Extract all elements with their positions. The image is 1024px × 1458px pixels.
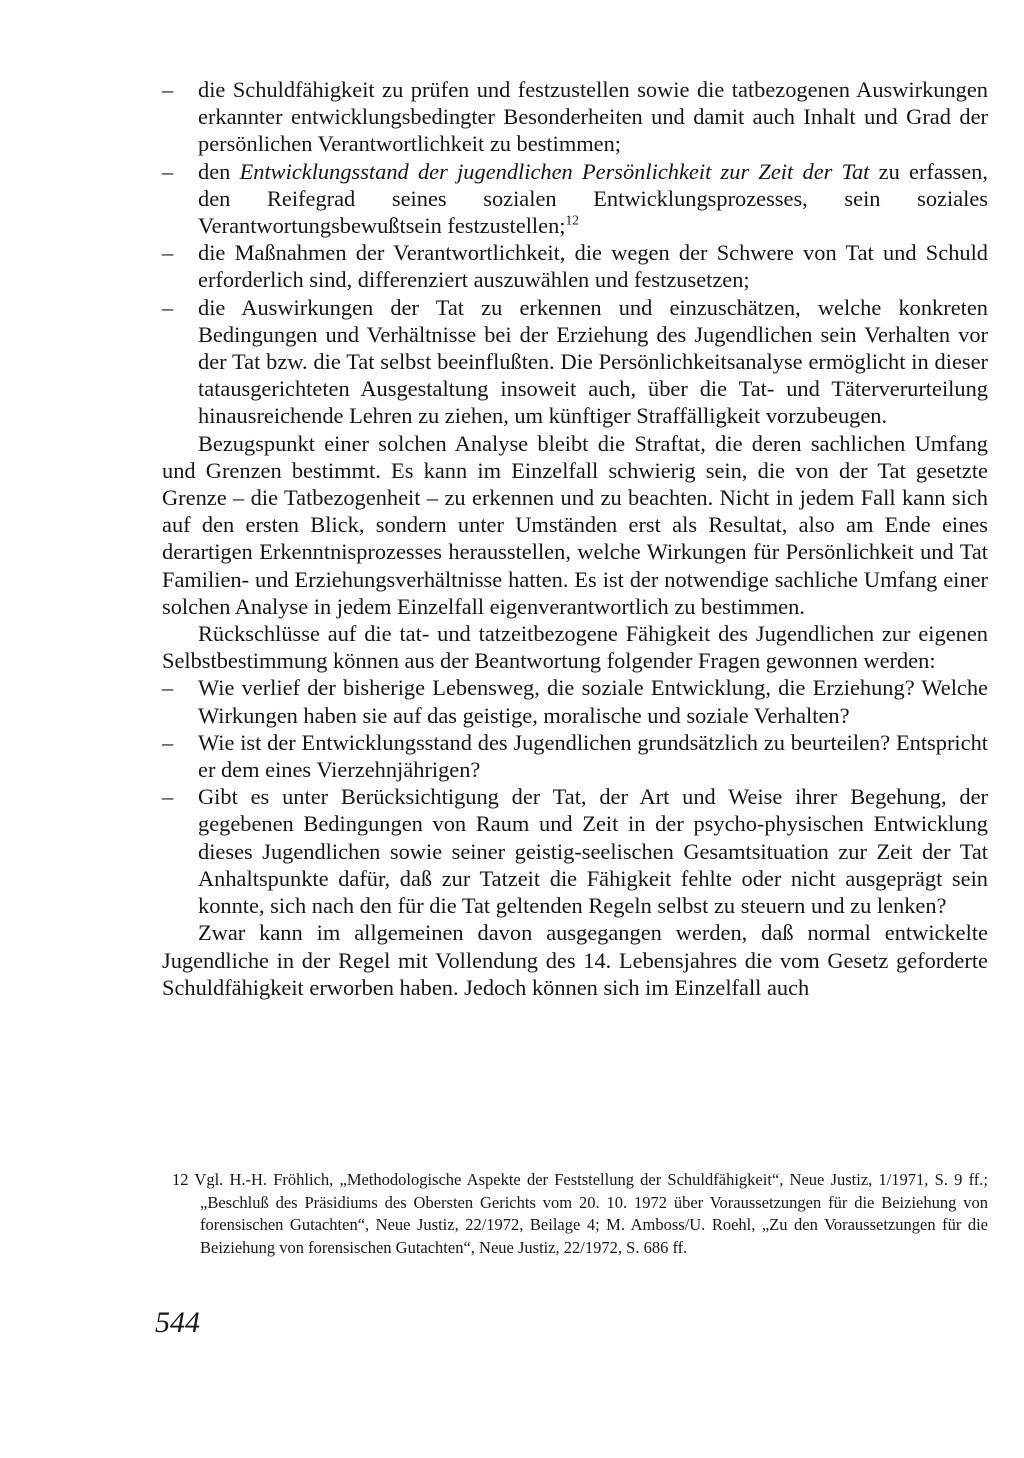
- footnote-12: 12 Vgl. H.-H. Fröhlich, „Methodologische Aspekte der Feststellung der Schuldfähigkeit“, Neue Justiz, 1/1971, S. 9 ff.; „Beschluß des Präsidiums des Obersten Gerichts vom 20. 10. 1972 über Voraussetzungen für die Beiziehung von forensischen Gutachten“, Neue Justiz, 22/1972, Beilage 4; M. Amboss/U. Roehl, „Zu den Voraussetzungen für die Beiziehung von forensischen Gutachten“, Neue Justiz, 22/1972, S. 686 ff.: [172, 1170, 988, 1257]
- list-dash: –: [162, 158, 174, 184]
- list-item-text: Wie verlief der bisherige Lebensweg, die soziale Entwicklung, die Erziehung? Welche Wirkungen haben sie auf das geistige, moralische und soziale Verhalten?: [198, 675, 988, 728]
- text-run: den: [198, 158, 240, 184]
- emphasized-text: Entwicklungsstand der jugendlichen Persönlichkeit zur Zeit der Tat: [239, 158, 870, 184]
- list-item-text: die Auswirkungen der Tat zu erkennen und einzuschätzen, welche konkreten Bedingungen und Verhältnisse bei der Erziehung des Jugendlichen sein Verhalten vor der Tat bzw. die Tat selbst beeinflußten. Die Persönlichkeitsanalyse ermöglicht in dieser tatausgerichteten Ausgestaltung insoweit auch, über die Tat- und Täterverurteilung hinausreichende Lehren zu ziehen, um künftiger Straffälligkeit vorzubeugen.: [198, 294, 988, 429]
- list-item: [162, 76, 988, 158]
- list-dash: –: [162, 77, 174, 102]
- list-item-text: die Schuldfähigkeit zu prüfen und festzustellen sowie die tatbezogenen Auswirkungen erkannter entwicklungsbedingter Besonderheiten und damit auch Inhalt und Grad der persönlichen Verantwortlichkeit zu bestimmen;: [198, 77, 988, 157]
- main-text: [162, 76, 988, 1001]
- paragraph: Bezugspunkt einer solchen Analyse bleibt die Straftat, die deren sachlichen Umfang und Grenzen bestimmt. Es kann im Einzelfall schwierig sein, die von der Tat gesetzte Grenze – die Tatbezogenheit – zu erkennen und zu beachten. Nicht in jedem Fall kann sich auf den ersten Blick, sondern unter Umständen erst als Resultat, also am Ende eines derartigen Erkenntnisprozesses herausstellen, welche Wirkungen für Persönlichkeit und Tat Familien- und Erziehungsverhältnisse hatten. Es ist der notwendige sachliche Umfang einer solchen Analyse in jedem Einzelfall eigenverantwortlich zu bestimmen.: [162, 430, 988, 619]
- list-item: [162, 239, 988, 293]
- text-run: zu erfassen, den Reifegrad seines sozialen Entwicklungsprozesses, sein soziales Verantwortungsbewußtsein festzustellen;: [198, 158, 988, 239]
- list-dash: –: [162, 729, 174, 755]
- list-item: [162, 674, 988, 728]
- footnotes: [172, 1169, 988, 1259]
- list-dash: –: [162, 240, 174, 266]
- paragraph: Zwar kann im allgemeinen davon ausgegangen werden, daß normal entwickelte Jugendliche in der Regel mit Vollendung des 14. Lebensjahres die vom Gesetz geforderte Schuldfähigkeit erworben haben. Jedoch können sich im Einzelfall auch: [162, 920, 988, 1000]
- list-item: [162, 158, 988, 240]
- list-item-text: [198, 158, 988, 240]
- paragraph: Rückschlüsse auf die tat- und tatzeitbezogene Fähigkeit des Jugendlichen zur eigenen Selbstbestimmung können aus der Beantwortung folgender Fragen gewonnen werden:: [162, 621, 988, 674]
- page-number: 544: [155, 1306, 200, 1339]
- list-item-text: Wie ist der Entwicklungsstand des Jugendlichen grundsätzlich zu beurteilen? Entspricht er dem eines Vierzehnjährigen?: [198, 729, 988, 783]
- list-item-text: Gibt es unter Berücksichtigung der Tat, der Art und Weise ihrer Begehung, der gegebenen Bedingungen von Raum und Zeit in der psycho-physischen Entwicklung dieses Jugendlichen sowie seiner geistig-seelischen Gesamtsituation zur Zeit der Tat Anhaltspunkte dafür, daß zur Tatzeit die Fähigkeit fehlte oder nicht ausgeprägt sein konnte, sich nach den für die Tat geltenden Regeln selbst zu steuern und zu lenken?: [198, 784, 988, 919]
- list-dash: –: [162, 294, 174, 320]
- list-dash: –: [162, 675, 174, 701]
- list-item: [162, 783, 988, 919]
- list-dash: –: [162, 784, 174, 810]
- list-item: [162, 729, 988, 783]
- list-item-text: die Maßnahmen der Verantwortlichkeit, die wegen der Schwere von Tat und Schuld erforderlich sind, differenziert auszuwählen und festzusetzen;: [198, 240, 988, 293]
- footnote-ref: 12: [565, 212, 579, 228]
- list-item: [162, 294, 988, 430]
